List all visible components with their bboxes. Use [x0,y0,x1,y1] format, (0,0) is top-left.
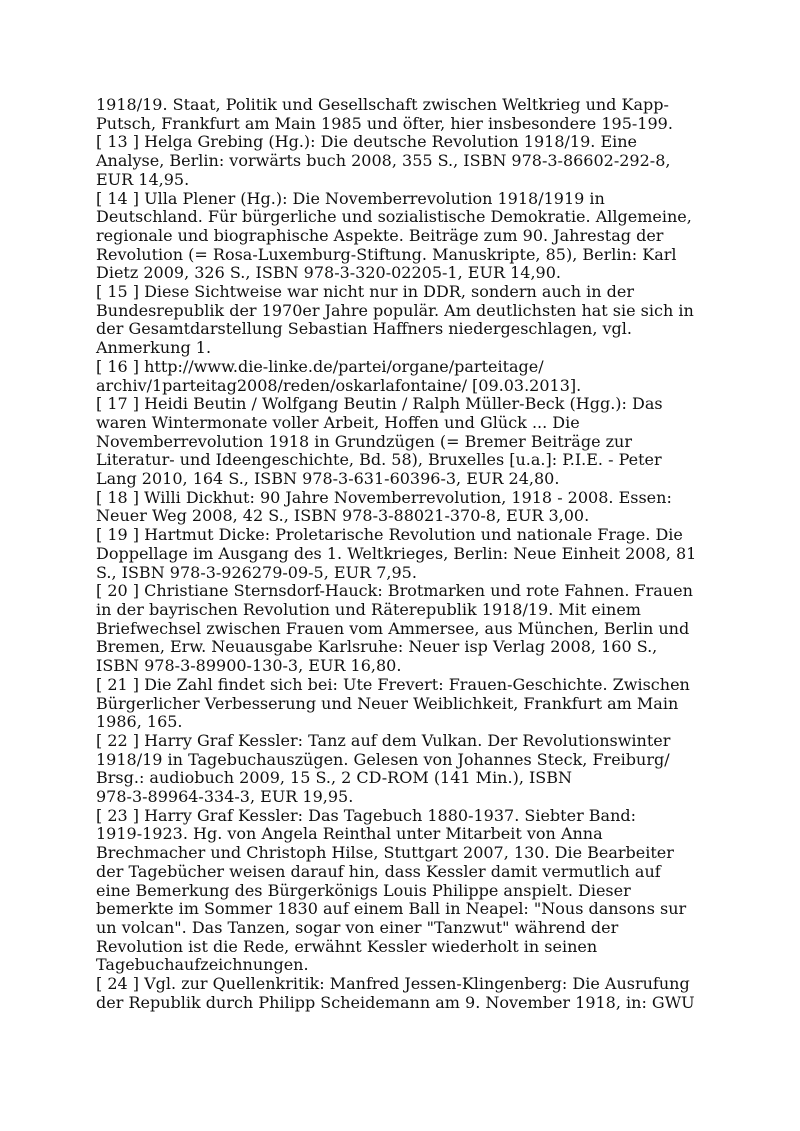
footnote-line: waren Wintermonate voller Arbeit, Hoffen und Glück ... Die [96,412,580,432]
footnote-line: Bremen, Erw. Neuausgabe Karlsruhe: Neuer isp Verlag 2008, 160 S., [96,637,658,657]
footnote-line: Tagebuchaufzeichnungen. [96,955,309,975]
footnote-line: 1919-1923. Hg. von Angela Reinthal unter Mitarbeit von Anna [96,824,603,844]
footnote-line: [ 14 ] Ulla Plener (Hg.): Die Novemberrevolution 1918/1919 in [96,188,605,208]
footnote-line: [ 16 ] http://www.die-linke.de/partei/organe/parteitage/ [96,356,544,376]
footnote-17 [96,395,706,489]
footnote-line: bemerkte im Sommer 1830 auf einem Ball in Neapel: "Nous dansons sur [96,899,687,919]
footnote-line: [ 15 ] Diese Sichtweise war nicht nur in DDR, sondern auch in der [96,282,634,302]
footnote-line: [ 13 ] Helga Grebing (Hg.): Die deutsche Revolution 1918/19. Eine [96,132,638,152]
footnote-line: der Tagebücher weisen darauf hin, dass Kessler damit vermutlich auf [96,861,661,881]
footnotes-page [96,96,706,1012]
footnote-line: [ 18 ] Willi Dickhut: 90 Jahre Novemberrevolution, 1918 - 2008. Essen: [96,487,672,507]
footnote-line: eine Bemerkung des Bürgerkönigs Louis Philippe anspielt. Dieser [96,880,631,900]
footnote-line: Deutschland. Für bürgerliche und sozialistische Demokratie. Allgemeine, [96,207,692,227]
footnote-continuation [96,96,706,133]
footnote-line: der Republik durch Philipp Scheidemann am 9. November 1918, in: GWU [96,992,695,1012]
footnote-line: [ 22 ] Harry Graf Kessler: Tanz auf dem Vulkan. Der Revolutionswinter [96,730,671,750]
footnote-line: Brechmacher und Christoph Hilse, Stuttgart 2007, 130. Die Bearbeiter [96,843,674,863]
footnote-line: Revolution (= Rosa-Luxemburg-Stiftung. Manuskripte, 85), Berlin: Karl [96,244,677,264]
footnote-line: der Gesamtdarstellung Sebastian Haffners niedergeschlagen, vgl. [96,319,632,339]
footnote-line: 1918/19 in Tagebuchauszügen. Gelesen von Johannes Steck, Freiburg/ [96,749,670,769]
footnote-15 [96,283,706,358]
footnote-line: in der bayrischen Revolution und Räterepublik 1918/19. Mit einem [96,599,641,619]
footnote-line: [ 21 ] Die Zahl findet sich bei: Ute Frevert: Frauen-Geschichte. Zwischen [96,674,690,694]
footnote-23 [96,807,706,975]
footnote-line: Analyse, Berlin: vorwärts buch 2008, 355 S., ISBN 978-3-86602-292-8, [96,151,671,171]
footnote-22 [96,732,706,807]
footnote-line: Doppellage im Ausgang des 1. Weltkrieges, Berlin: Neue Einheit 2008, 81 [96,543,697,563]
footnote-line: Lang 2010, 164 S., ISBN 978-3-631-60396-3, EUR 24,80. [96,469,560,489]
footnote-line: regionale und biographische Aspekte. Beiträge zum 90. Jahrestag der [96,225,664,245]
footnote-line: ISBN 978-3-89900-130-3, EUR 16,80. [96,656,402,676]
footnote-line: Bundesrepublik der 1970er Jahre populär. Am deutlichsten hat sie sich in [96,300,694,320]
footnote-line: Putsch, Frankfurt am Main 1985 und öfter, hier insbesondere 195-199. [96,113,673,133]
footnote-line: archiv/1parteitag2008/reden/oskarlafontaine/ [09.03.2013]. [96,375,582,395]
footnote-line: Dietz 2009, 326 S., ISBN 978-3-320-02205-1, EUR 14,90. [96,263,561,283]
footnote-line: 1986, 165. [96,712,183,732]
footnote-line: Revolution ist die Rede, erwähnt Kessler wiederholt in seinen [96,936,598,956]
footnote-line: [ 23 ] Harry Graf Kessler: Das Tagebuch 1880-1937. Siebter Band: [96,805,637,825]
footnote-line: EUR 14,95. [96,169,190,189]
footnote-line: Novemberrevolution 1918 in Grundzügen (= Bremer Beiträge zur [96,431,633,451]
footnote-16 [96,358,706,395]
footnote-14 [96,190,706,284]
footnote-18 [96,489,706,526]
footnote-line: Neuer Weg 2008, 42 S., ISBN 978-3-88021-370-8, EUR 3,00. [96,506,590,526]
footnote-line: 1918/19. Staat, Politik und Gesellschaft zwischen Weltkrieg und Kapp- [96,95,669,114]
footnote-line: [ 17 ] Heidi Beutin / Wolfgang Beutin / Ralph Müller-Beck (Hgg.): Das [96,394,663,414]
footnote-line: Bürgerlicher Verbesserung und Neuer Weiblichkeit, Frankfurt am Main [96,693,679,713]
footnote-20 [96,582,706,676]
footnote-line: 978-3-89964-334-3, EUR 19,95. [96,787,354,807]
footnote-line: Literatur- und Ideengeschichte, Bd. 58), Bruxelles [u.a.]: P.I.E. - Peter [96,450,662,470]
footnote-line: Anmerkung 1. [96,338,212,358]
footnote-line: [ 20 ] Christiane Sternsdorf-Hauck: Brotmarken und rote Fahnen. Frauen [96,581,693,601]
footnote-24 [96,975,706,1012]
footnote-line: Briefwechsel zwischen Frauen vom Ammersee, aus München, Berlin und [96,618,690,638]
footnote-21 [96,676,706,732]
footnote-line: un volcan". Das Tanzen, sogar von einer "Tanzwut" während der [96,917,619,937]
footnote-line: Brsg.: audiobuch 2009, 15 S., 2 CD-ROM (141 Min.), ISBN [96,768,573,788]
footnote-19 [96,526,706,582]
footnote-13 [96,133,706,189]
footnote-line: [ 19 ] Hartmut Dicke: Proletarische Revolution und nationale Frage. Die [96,525,683,545]
footnote-line: [ 24 ] Vgl. zur Quellenkritik: Manfred Jessen-Klingenberg: Die Ausrufung [96,974,690,994]
footnote-line: S., ISBN 978-3-926279-09-5, EUR 7,95. [96,562,417,582]
